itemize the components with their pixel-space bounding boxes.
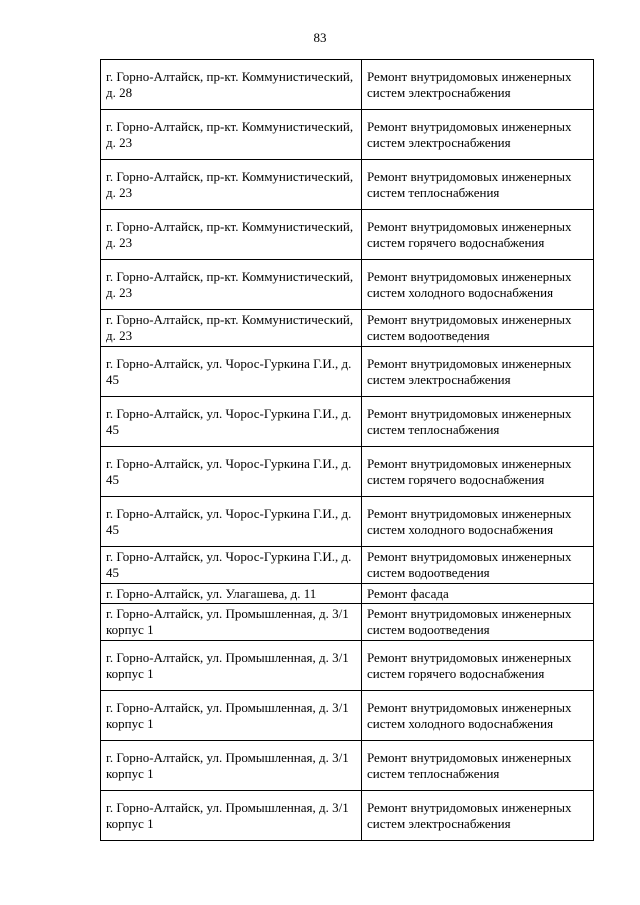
table-row — [101, 160, 594, 210]
address-cell: г. Горно-Алтайск, ул. Промышленная, д. 3/1 корпус 1 — [101, 641, 362, 691]
address-cell: г. Горно-Алтайск, ул. Промышленная, д. 3/1 корпус 1 — [101, 691, 362, 741]
work-cell: Ремонт внутридомовых инженерных систем горячего водоснабжения — [362, 641, 594, 691]
table-row — [101, 584, 594, 604]
work-cell: Ремонт внутридомовых инженерных систем водоотведения — [362, 547, 594, 584]
work-cell: Ремонт внутридомовых инженерных систем горячего водоснабжения — [362, 210, 594, 260]
address-cell: г. Горно-Алтайск, пр-кт. Коммунистический, д. 23 — [101, 310, 362, 347]
table-row — [101, 210, 594, 260]
works-table — [100, 59, 594, 841]
address-cell: г. Горно-Алтайск, пр-кт. Коммунистический, д. 23 — [101, 110, 362, 160]
work-cell: Ремонт внутридомовых инженерных систем теплоснабжения — [362, 397, 594, 447]
table-row — [101, 497, 594, 547]
address-cell: г. Горно-Алтайск, ул. Чорос-Гуркина Г.И., д. 45 — [101, 447, 362, 497]
work-cell: Ремонт внутридомовых инженерных систем теплоснабжения — [362, 741, 594, 791]
address-cell: г. Горно-Алтайск, ул. Промышленная, д. 3/1 корпус 1 — [101, 604, 362, 641]
address-cell: г. Горно-Алтайск, ул. Чорос-Гуркина Г.И., д. 45 — [101, 347, 362, 397]
table-row — [101, 397, 594, 447]
address-cell: г. Горно-Алтайск, пр-кт. Коммунистический, д. 23 — [101, 260, 362, 310]
work-cell: Ремонт внутридомовых инженерных систем водоотведения — [362, 310, 594, 347]
table-row — [101, 110, 594, 160]
table-row — [101, 347, 594, 397]
table-row — [101, 791, 594, 841]
table-row — [101, 260, 594, 310]
work-cell: Ремонт внутридомовых инженерных систем электроснабжения — [362, 110, 594, 160]
address-cell: г. Горно-Алтайск, пр-кт. Коммунистический, д. 23 — [101, 210, 362, 260]
table-row — [101, 310, 594, 347]
table-row — [101, 60, 594, 110]
table-row — [101, 741, 594, 791]
work-cell: Ремонт внутридомовых инженерных систем горячего водоснабжения — [362, 447, 594, 497]
work-cell: Ремонт внутридомовых инженерных систем водоотведения — [362, 604, 594, 641]
table-row — [101, 691, 594, 741]
address-cell: г. Горно-Алтайск, пр-кт. Коммунистический, д. 23 — [101, 160, 362, 210]
table-row — [101, 547, 594, 584]
work-cell: Ремонт внутридомовых инженерных систем электроснабжения — [362, 347, 594, 397]
table-row — [101, 604, 594, 641]
address-cell: г. Горно-Алтайск, пр-кт. Коммунистический, д. 28 — [101, 60, 362, 110]
table-row — [101, 447, 594, 497]
work-cell: Ремонт внутридомовых инженерных систем холодного водоснабжения — [362, 691, 594, 741]
table-row — [101, 641, 594, 691]
address-cell: г. Горно-Алтайск, ул. Промышленная, д. 3/1 корпус 1 — [101, 791, 362, 841]
address-cell: г. Горно-Алтайск, ул. Чорос-Гуркина Г.И., д. 45 — [101, 547, 362, 584]
address-cell: г. Горно-Алтайск, ул. Улагашева, д. 11 — [101, 584, 362, 604]
work-cell: Ремонт внутридомовых инженерных систем холодного водоснабжения — [362, 260, 594, 310]
address-cell: г. Горно-Алтайск, ул. Промышленная, д. 3/1 корпус 1 — [101, 741, 362, 791]
work-cell: Ремонт внутридомовых инженерных систем холодного водоснабжения — [362, 497, 594, 547]
address-cell: г. Горно-Алтайск, ул. Чорос-Гуркина Г.И., д. 45 — [101, 497, 362, 547]
work-cell: Ремонт фасада — [362, 584, 594, 604]
work-cell: Ремонт внутридомовых инженерных систем теплоснабжения — [362, 160, 594, 210]
address-cell: г. Горно-Алтайск, ул. Чорос-Гуркина Г.И., д. 45 — [101, 397, 362, 447]
page-number: 83 — [313, 30, 327, 45]
work-cell: Ремонт внутридомовых инженерных систем электроснабжения — [362, 60, 594, 110]
work-cell: Ремонт внутридомовых инженерных систем электроснабжения — [362, 791, 594, 841]
